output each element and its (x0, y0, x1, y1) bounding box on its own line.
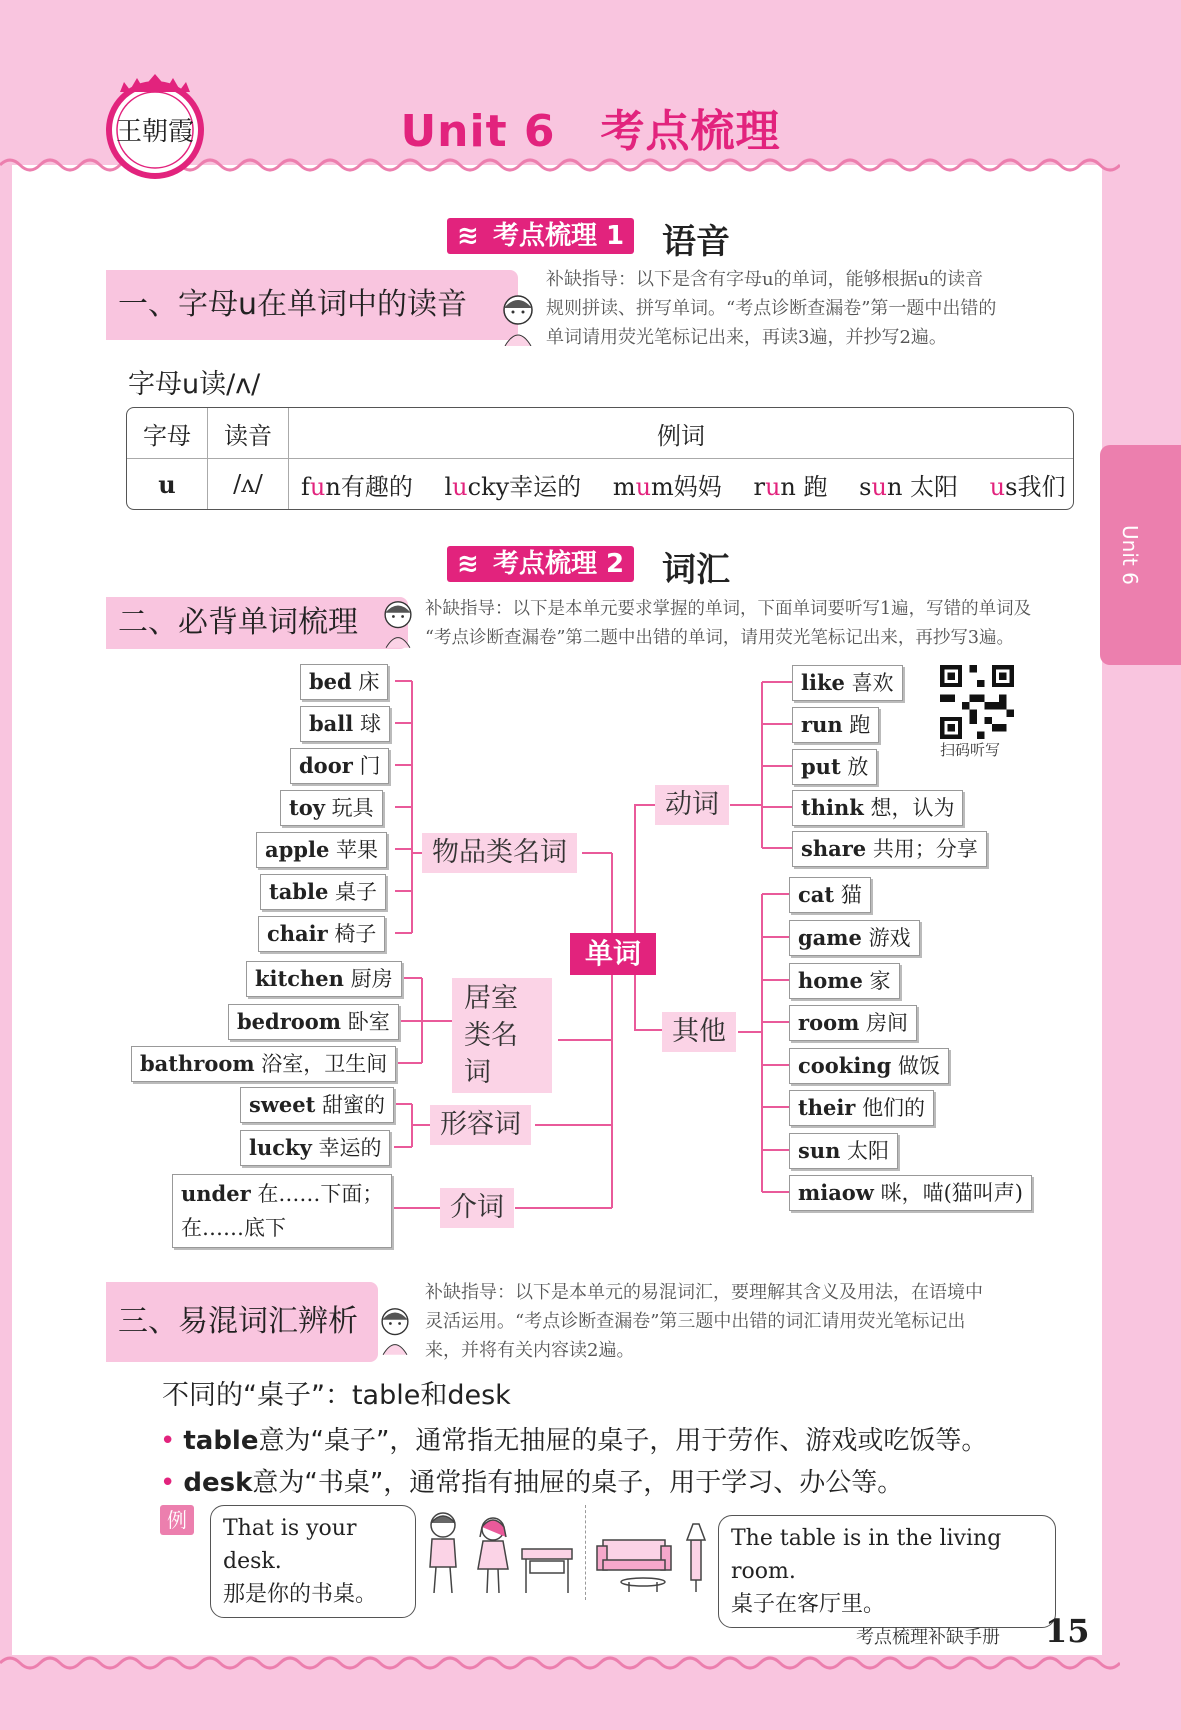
example-word: mum妈妈 (612, 472, 722, 501)
unit-side-tab: Unit 6 (1100, 445, 1181, 665)
vocab-word: put 放 (792, 749, 877, 785)
example-word: us我们 (989, 472, 1066, 501)
cell-examples (289, 459, 1073, 509)
example-tag: 例 (160, 1505, 194, 1535)
part1-subheading: 字母u读/ʌ/ (128, 369, 261, 400)
vocab-word: sweet 甜蜜的 (240, 1087, 394, 1123)
section1-title: 语音 (662, 222, 730, 262)
vocab-word: kitchen 厨房 (246, 961, 402, 997)
bullet-desk: • desk意为“书桌”，通常指有抽屉的桌子，用于学习、办公等。 (160, 1468, 904, 1498)
vocab-word: apple 苹果 (256, 832, 387, 868)
mindmap-center: 单词 (570, 933, 656, 975)
example-word: lucky幸运的 (444, 472, 582, 501)
col-header-letter: 字母 (127, 408, 208, 459)
example2-bubble: The table is in the living room. 桌子在客厅里。 (718, 1515, 1056, 1628)
vocab-word: their 他们的 (789, 1090, 934, 1126)
cell-letter: u (127, 459, 208, 509)
vocab-word: run 跑 (792, 707, 879, 743)
part1-hint: 补缺指导：以下是含有字母u的单词，能够根据u的读音 规则拼读、拼写单词。“考点诊断查漏卷”第一题中出错的 单词请用荧光笔标记出来，再读3遍，并抄写2遍。 (546, 269, 997, 348)
vocab-word: room 房间 (789, 1005, 917, 1041)
cell-sound: /ʌ/ (208, 459, 289, 509)
page-title: Unit 6 考点梳理 (400, 106, 781, 157)
bullet-table: • table意为“桌子”，通常指无抽屉的桌子，用于劳作、游戏或吃饭等。 (160, 1426, 988, 1456)
category-rooms: 居室类名词 (452, 978, 552, 1093)
part3-hint: 补缺指导：以下是本单元的易混词汇，要理解其含义及用法，在语境中 灵活运用。“考点诊断查漏卷”第三题中出错的词汇请用荧光笔标记出 来，并将有关内容读2遍。 (425, 1282, 983, 1361)
qr-label: 扫码听写 (940, 741, 1001, 759)
vocab-word: chair 椅子 (258, 916, 385, 952)
vocab-word: home 家 (789, 963, 900, 999)
footer-book-title: 考点梳理补缺手册 (856, 1627, 1000, 1648)
category-preposition: 介词 (440, 1188, 514, 1228)
vocab-word: cooking 做饭 (789, 1048, 949, 1084)
vocab-word: bedroom 卧室 (228, 1004, 399, 1040)
category-adjectives: 形容词 (430, 1105, 531, 1145)
bottom-wave-border (0, 1648, 1120, 1678)
page-number: 15 (1045, 1612, 1090, 1650)
category-others: 其他 (662, 1012, 736, 1052)
part1-heading: 一、字母u在单词中的读音 (106, 270, 518, 340)
vocab-word-under: under 在……下面； 在……底下 (172, 1174, 392, 1248)
section2-title: 词汇 (662, 550, 730, 590)
example-word: fun有趣的 (301, 472, 413, 501)
vocab-word: ball 球 (300, 706, 390, 742)
vocab-word: miaow 咪，喵(猫叫声) (789, 1175, 1032, 1211)
vocab-word: bed 床 (300, 664, 388, 700)
vocab-word: think 想，认为 (792, 790, 963, 826)
vocab-word: toy 玩具 (280, 790, 383, 826)
vocab-word: sun 太阳 (789, 1133, 898, 1169)
vocab-word: like 喜欢 (792, 665, 903, 701)
part2-hint: 补缺指导：以下是本单元要求掌握的单词，下面单词要听写1遍，写错的单词及 “考点诊断查漏卷”第二题中出错的单词，请用荧光笔标记出来，再抄写3遍。 (425, 599, 1032, 648)
vocab-word: door 门 (290, 748, 389, 784)
vocab-word: share 共用；分享 (792, 831, 987, 867)
vocab-word: table 桌子 (260, 874, 386, 910)
example-divider (585, 1505, 586, 1600)
category-verbs: 动词 (655, 785, 729, 825)
vocab-word: lucky 幸运的 (240, 1130, 390, 1166)
student-avatar-icon (372, 1302, 418, 1356)
example1-bubble: That is your desk. 那是你的书桌。 (210, 1505, 416, 1618)
col-header-examples: 例词 (289, 408, 1073, 459)
category-objects: 物品类名词 (422, 833, 577, 873)
part3-heading: 三、易混词汇辨析 (106, 1282, 378, 1362)
example-word: run 跑 (753, 472, 828, 501)
teacher-avatar-icon (493, 290, 543, 346)
example-word: sun 太阳 (859, 472, 959, 501)
vocab-word: game 游戏 (789, 920, 920, 956)
pronunciation-table (126, 407, 1074, 510)
section1-badge: ≋ 考点梳理 1 (447, 218, 634, 254)
part3-subheading: 不同的“桌子”：table和desk (162, 1380, 511, 1411)
qr-code-icon[interactable] (940, 665, 1014, 739)
living-room-illustration (595, 1510, 715, 1595)
col-header-sound: 读音 (208, 408, 289, 459)
vocab-word: cat 猫 (789, 877, 871, 913)
part2-heading: 二、必背单词梳理 (106, 597, 408, 649)
student-avatar-icon (375, 595, 421, 649)
kids-desk-illustration (418, 1505, 578, 1600)
section2-badge: ≋ 考点梳理 2 (447, 546, 634, 582)
logo-text: 王朝霞 (115, 117, 195, 147)
vocab-word: bathroom 浴室，卫生间 (131, 1046, 396, 1082)
